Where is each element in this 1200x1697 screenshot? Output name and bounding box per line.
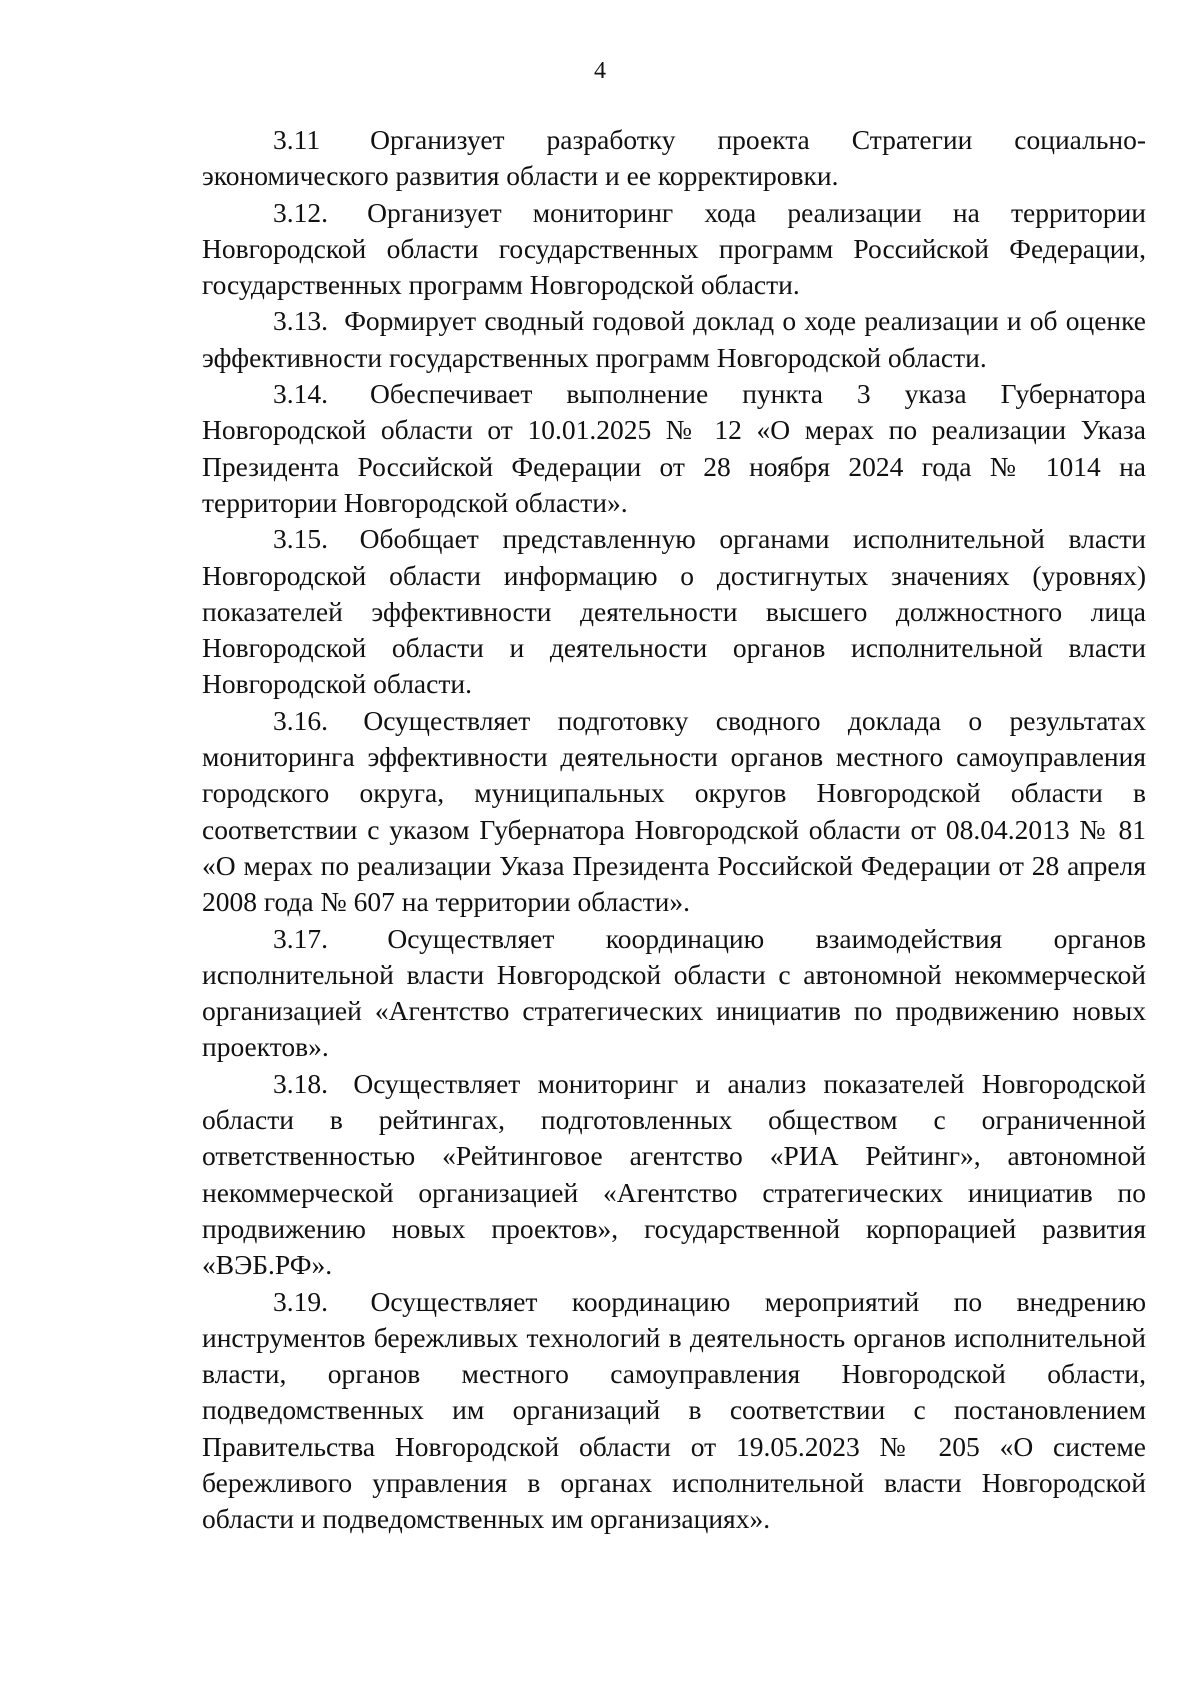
- paragraph-text: Обеспечивает выполнение пункта 3 указа Губернатора Новгородской области от 10.01.2025 № 12 «О мерах по реализации Указа Президента Российской Федерации от 28 ноября 2024 года № 1014 на территории Новгородской области».: [202, 378, 1146, 518]
- paragraph-3-17: [202, 921, 1146, 1066]
- paragraph-number: 3.12.: [273, 196, 328, 228]
- paragraph-text: Осуществляет мониторинг и анализ показателей Новгородской области в рейтингах, подготовленных обществом с ограниченной ответственностью «Рейтинговое агентство «РИА Рейтинг», автономной некоммерческой организацией «Агентство стратегических инициатив по продвижению новых проектов», государственной корпорацией развития «ВЭБ.РФ».: [202, 1067, 1146, 1281]
- paragraph-text: Организует мониторинг хода реализации на территории Новгородской области государственных программ Российской Федерации, государственных программ Новгородской области.: [202, 196, 1146, 301]
- paragraph-number: 3.16.: [273, 704, 328, 736]
- paragraph-text: Обобщает представленную органами исполнительной власти Новгородской области информацию о достигнутых значениях (уровнях) показателей эффективности деятельности высшего должностного лица Новгородской области и деятельности органов исполнительной власти Новгородской области.: [202, 523, 1147, 700]
- paragraph-number: 3.19.: [273, 1285, 328, 1317]
- paragraph-text: Осуществляет подготовку сводного доклада о результатах мониторинга эффективности деятельности органов местного самоуправления городского округа, муниципальных округов Новгородской области в соответствии с указом Губернатора Новгородской области от 08.04.2013 № 81 «О мерах по реализации Указа Президента Российской Федерации от 28 апреля 2008 года № 607 на территории области».: [202, 704, 1146, 918]
- paragraph-text: Формирует сводный годовой доклад о ходе реализации и об оценке эффективности государственных программ Новгородской области.: [202, 305, 1147, 373]
- paragraph-number: 3.17.: [273, 922, 328, 954]
- paragraph-number: 3.11: [273, 124, 321, 155]
- paragraph-number: 3.13.: [273, 305, 328, 337]
- paragraph-3-19: [202, 1284, 1146, 1538]
- paragraph-3-18: [202, 1066, 1146, 1284]
- paragraph-text: Организует разработку проекта Стратегии социально-экономического развития области и ее корректировки.: [202, 124, 1147, 192]
- paragraph-3-15: [202, 521, 1146, 702]
- paragraph-text: Осуществляет координацию взаимодействия органов исполнительной власти Новгородской области с автономной некоммерческой организацией «Агентство стратегических инициатив по продвижению новых проектов».: [202, 922, 1147, 1063]
- paragraph-3-14: [202, 376, 1146, 521]
- document-body: [202, 122, 1146, 1538]
- paragraph-3-11: [202, 122, 1146, 195]
- page-number: 4: [594, 58, 606, 84]
- paragraph-number: 3.14.: [273, 378, 328, 410]
- paragraph-3-13: [202, 303, 1146, 376]
- paragraph-3-12: [202, 195, 1146, 304]
- paragraph-number: 3.15.: [273, 523, 328, 555]
- paragraph-text: Осуществляет координацию мероприятий по внедрению инструментов бережливых технологий в деятельность органов исполнительной власти, органов местного самоуправления Новгородской области, подведомственных им организаций в соответствии с постановлением Правительства Новгородской области от 19.05.2023 № 205 «О системе бережливого управления в органах исполнительной власти Новгородской области и подведомственных им организациях».: [202, 1285, 1146, 1535]
- paragraph-number: 3.18.: [273, 1067, 328, 1099]
- paragraph-3-16: [202, 703, 1146, 921]
